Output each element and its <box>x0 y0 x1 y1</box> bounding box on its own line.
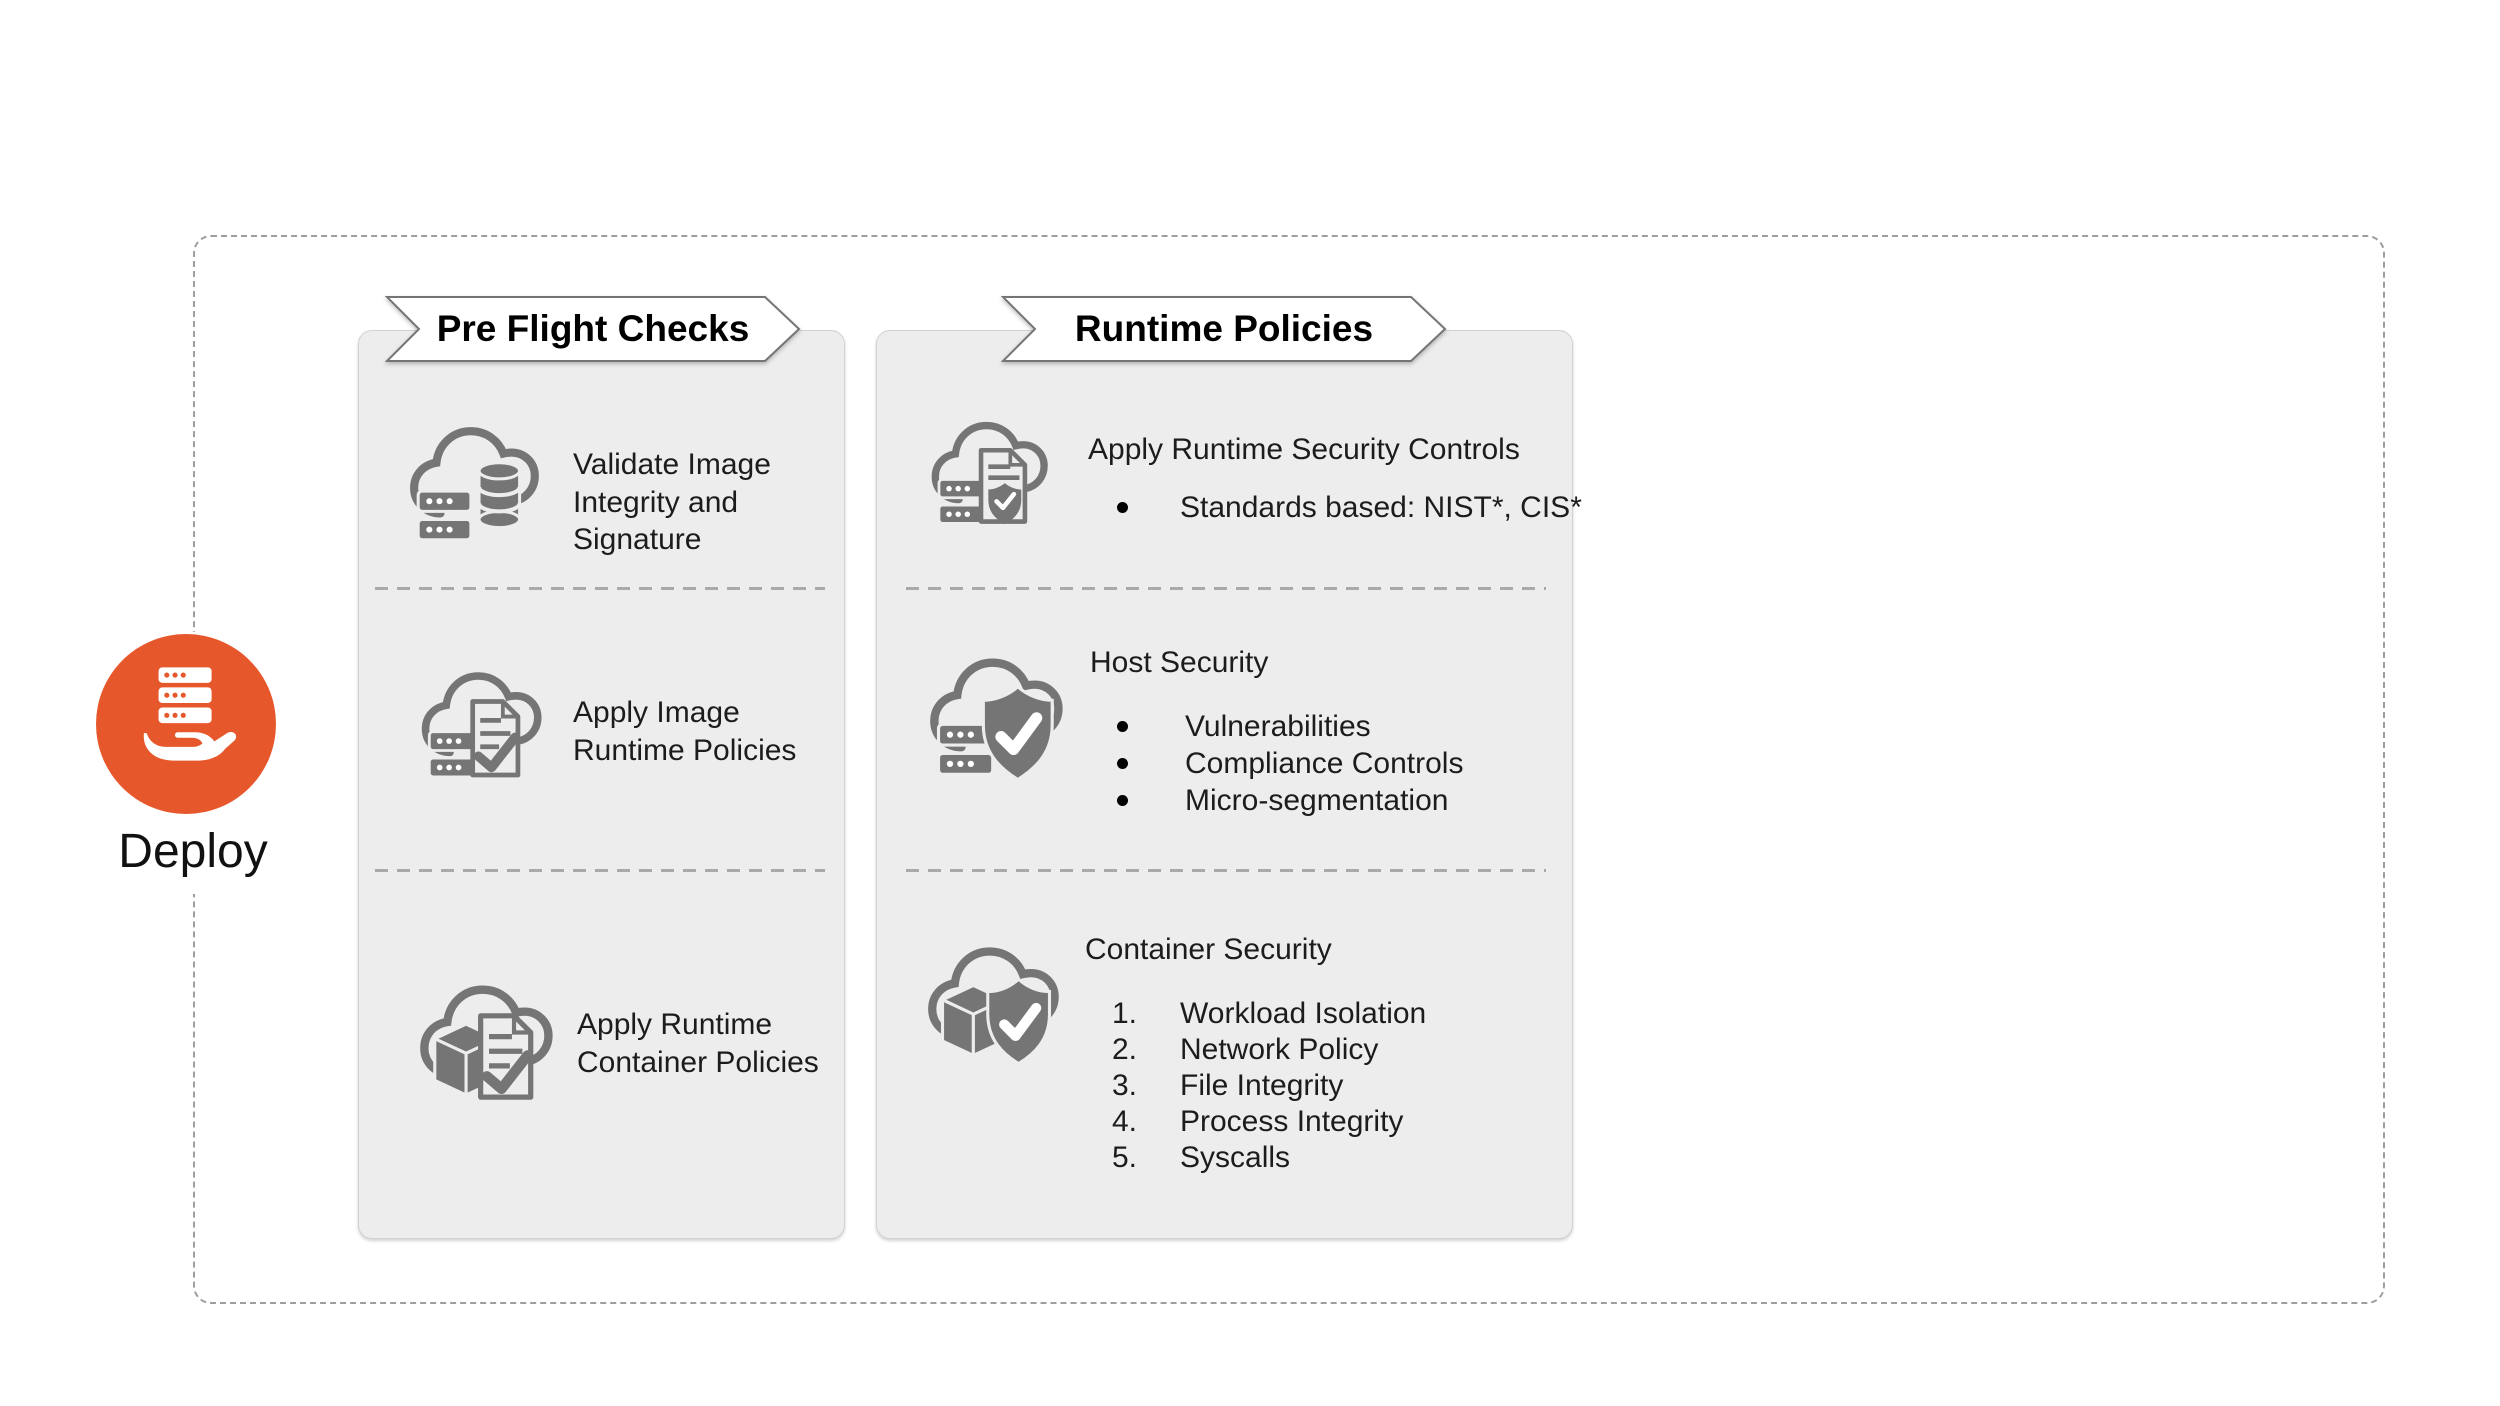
item-number: 2. <box>1112 1033 1138 1066</box>
cloud-container-shield-check-icon <box>924 934 1068 1078</box>
cloud-database-servers-icon <box>406 414 548 556</box>
preflight-item1-line2: Integrity and <box>573 485 739 519</box>
numbered-item <box>1112 1104 1426 1140</box>
numbered-item <box>1112 1032 1426 1068</box>
cloud-shield-check-servers-icon <box>926 645 1072 791</box>
bullet-item <box>1117 745 1463 782</box>
numbered-item <box>1112 1068 1426 1104</box>
preflight-item2-line1: Apply Image <box>573 696 740 729</box>
bullet-dot <box>1117 721 1128 732</box>
bullet-item <box>1117 489 1582 526</box>
numbered-item <box>1112 1140 1426 1176</box>
runtime-banner-title: Runtime Policies <box>1074 308 1374 349</box>
preflight-item1-line3: Signature <box>573 523 702 556</box>
item-number: 5. <box>1112 1141 1138 1174</box>
bullet-label: Vulnerabilities <box>1185 710 1371 743</box>
preflight-separator-2 <box>375 869 825 872</box>
runtime-item1-bullets <box>1117 489 1582 526</box>
bullet-item <box>1117 782 1463 819</box>
preflight-banner-title: Pre Flight Checks <box>436 308 750 349</box>
preflight-item3-line2: Container Policies <box>577 1045 819 1079</box>
bullet-dot <box>1117 795 1128 806</box>
cloud-document-shield-servers-icon <box>928 410 1056 538</box>
bullet-dot <box>1117 502 1128 513</box>
item-label: Process Integrity <box>1180 1105 1404 1138</box>
deploy-circle <box>96 634 276 814</box>
runtime-item2-bullets <box>1117 708 1463 819</box>
item-label: Syscalls <box>1180 1141 1291 1174</box>
bullet-label: Standards based: NIST*, CIS* <box>1180 491 1582 524</box>
item-label: Network Policy <box>1180 1033 1379 1066</box>
bullet-item <box>1117 708 1463 745</box>
item-number: 3. <box>1112 1069 1138 1102</box>
preflight-item1-text <box>573 446 771 559</box>
runtime-separator-2 <box>906 869 1546 872</box>
runtime-separator-1 <box>906 587 1546 590</box>
item-number: 1. <box>1112 997 1138 1030</box>
runtime-item3-heading: Container Security <box>1085 933 1332 966</box>
preflight-item3-text <box>577 1006 819 1081</box>
preflight-item2-text <box>573 694 796 769</box>
deploy-node <box>88 632 298 894</box>
item-number: 4. <box>1112 1105 1138 1138</box>
cloud-document-check-servers-icon <box>418 660 550 792</box>
runtime-item2-heading: Host Security <box>1090 646 1269 679</box>
runtime-item3-list <box>1112 996 1426 1176</box>
cloud-container-document-check-icon <box>416 972 562 1118</box>
runtime-item1-heading: Apply Runtime Security Controls <box>1088 433 1520 466</box>
item-label: Workload Isolation <box>1180 997 1427 1030</box>
preflight-item3-line1: Apply Runtime <box>577 1008 773 1041</box>
item-label: File Integrity <box>1180 1069 1344 1102</box>
preflight-item1-line1: Validate Image <box>573 448 771 481</box>
preflight-separator-1 <box>375 587 825 590</box>
numbered-item <box>1112 996 1426 1032</box>
hand-holding-servers-icon <box>122 660 250 788</box>
bullet-dot <box>1117 758 1128 769</box>
bullet-label: Compliance Controls <box>1185 747 1464 780</box>
bullet-label: Micro-segmentation <box>1185 784 1449 817</box>
deploy-label: Deploy <box>118 825 268 878</box>
preflight-item2-line2: Runtime Policies <box>573 733 797 767</box>
